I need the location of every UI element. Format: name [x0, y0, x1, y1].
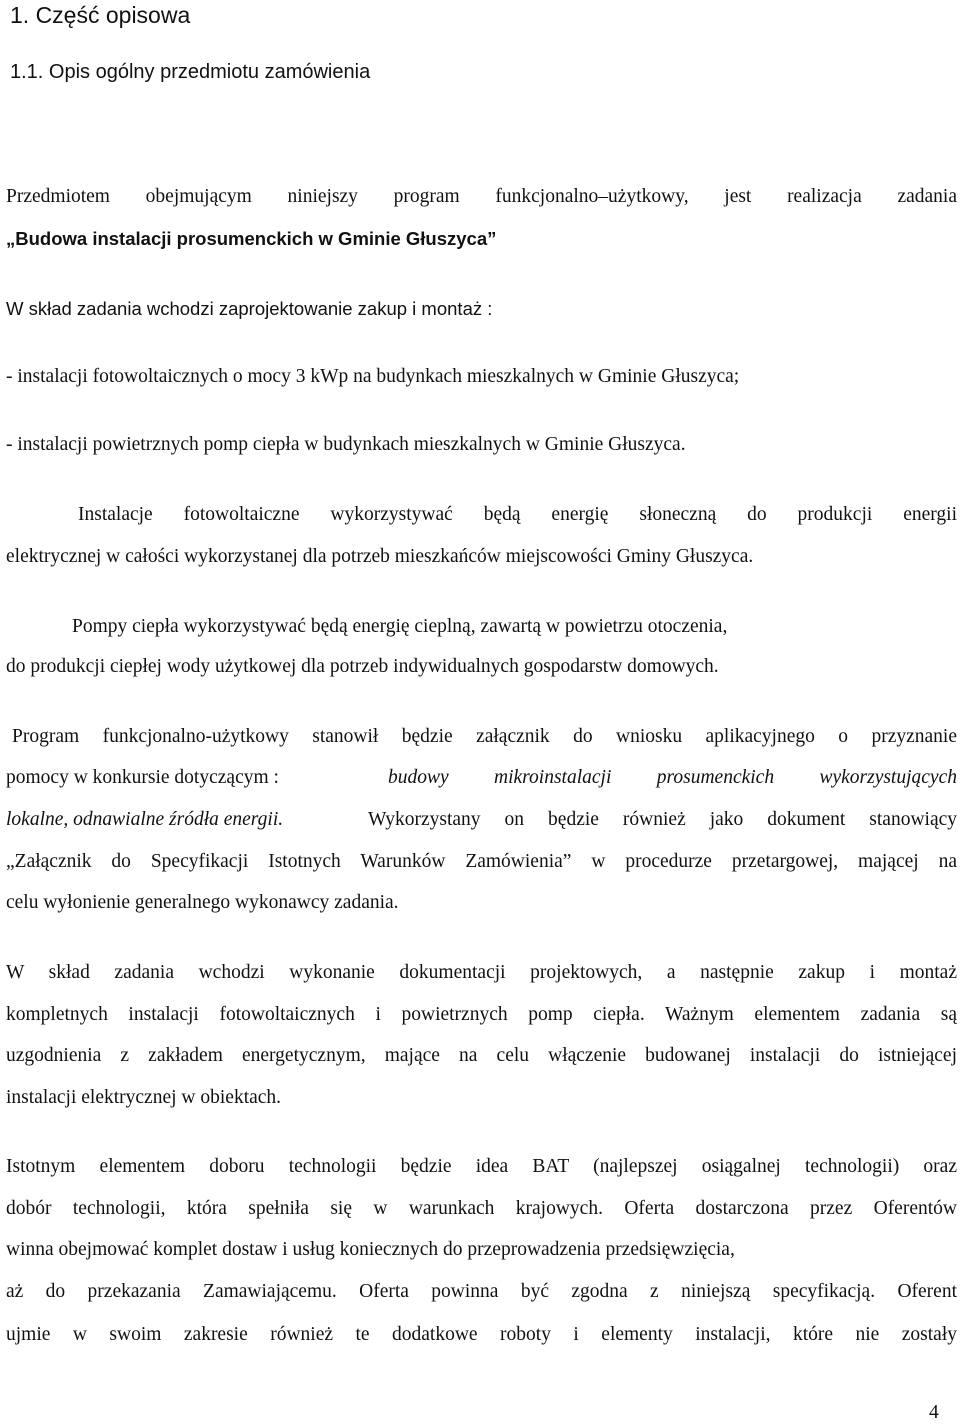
pv-paragraph-line-2: elektrycznej w całości wykorzystanej dla potrzeb mieszkańców miejscowości Gminy Głuszyca.	[6, 546, 754, 567]
intro-list-item-pv: - instalacji fotowoltaicznych o mocy 3 kWp na budynkach mieszkalnych w Gminie Głuszyca;	[6, 366, 740, 387]
page-number: 4	[929, 1402, 939, 1423]
program-paragraph-line-1: Program funkcjonalno-użytkowy stanowił będzie załącznik do wniosku aplikacyjnego o przyznanie	[12, 726, 957, 747]
intro-line-3: W skład zadania wchodzi zaprojektowanie zakup i montaż :	[6, 298, 493, 319]
task-title: „Budowa instalacji prosumenckich w Gminie Głuszyca”	[6, 228, 497, 249]
program-line-2-lead: pomocy w konkursie dotyczącym :	[6, 767, 279, 788]
program-paragraph-line-4: „Załącznik do Specyfikacji Istotnych Warunków Zamówienia” w procedurze przetargowej, mającej na	[6, 851, 957, 872]
scope-paragraph-line-2: kompletnych instalacji fotowoltaicznych i powietrznych pomp ciepła. Ważnym elementem zadania są	[6, 1004, 957, 1025]
program-paragraph-line-2	[6, 763, 957, 793]
intro-list-item-heat-pump: - instalacji powietrznych pomp ciepła w budynkach mieszkalnych w Gminie Głuszyca.	[6, 434, 686, 455]
section-heading: 1. Część opisowa	[10, 2, 191, 28]
scope-paragraph-line-1: W skład zadania wchodzi wykonanie dokumentacji projektowych, a następnie zakup i montaż	[6, 962, 957, 983]
program-line-3-rest: Wykorzystany on będzie również jako dokument stanowiący	[368, 809, 957, 830]
program-line-2-italic: budowy mikroinstalacji prosumenckich wykorzystujących	[388, 767, 957, 788]
program-paragraph-line-5: celu wyłonienie generalnego wykonawcy zadania.	[6, 892, 399, 913]
subsection-heading: 1.1. Opis ogólny przedmiotu zamówienia	[10, 61, 371, 83]
bat-paragraph-line-4: aż do przekazania Zamawiającemu. Oferta powinna być zgodna z niniejszą specyfikacją. Oferent	[6, 1281, 957, 1302]
bat-paragraph-line-5: ujmie w swoim zakresie również te dodatkowe roboty i elementy instalacji, które nie zostały	[6, 1324, 957, 1345]
scope-paragraph-line-4: instalacji elektrycznej w obiektach.	[6, 1087, 282, 1108]
pv-paragraph-line-1: Instalacje fotowoltaiczne wykorzystywać będą energię słoneczną do produkcji energii	[78, 504, 957, 525]
program-line-3-italic: lokalne, odnawialne źródła energii.	[6, 809, 284, 830]
hp-paragraph-line-1: Pompy ciepła wykorzystywać będą energię cieplną, zawartą w powietrzu otoczenia,	[72, 616, 728, 637]
scope-paragraph-line-3: uzgodnienia z zakładem energetycznym, mające na celu włączenie budowanej instalacji do istniejącej	[6, 1045, 957, 1066]
intro-line-1: Przedmiotem obejmującym niniejszy program funkcjonalno–użytkowy, jest realizacja zadania	[6, 186, 957, 207]
bat-paragraph-line-1: Istotnym elementem doboru technologii będzie idea BAT (najlepszej osiągalnej technologii) oraz	[6, 1156, 957, 1177]
program-paragraph-line-3	[6, 805, 957, 835]
hp-paragraph-line-2: do produkcji ciepłej wody użytkowej dla potrzeb indywidualnych gospodarstw domowych.	[6, 656, 719, 677]
bat-paragraph-line-2: dobór technologii, która spełniła się w warunkach krajowych. Oferta dostarczona przez Oferentów	[6, 1198, 957, 1219]
bat-paragraph-line-3: winna obejmować komplet dostaw i usług koniecznych do przeprowadzenia przedsięwzięcia,	[6, 1239, 735, 1260]
